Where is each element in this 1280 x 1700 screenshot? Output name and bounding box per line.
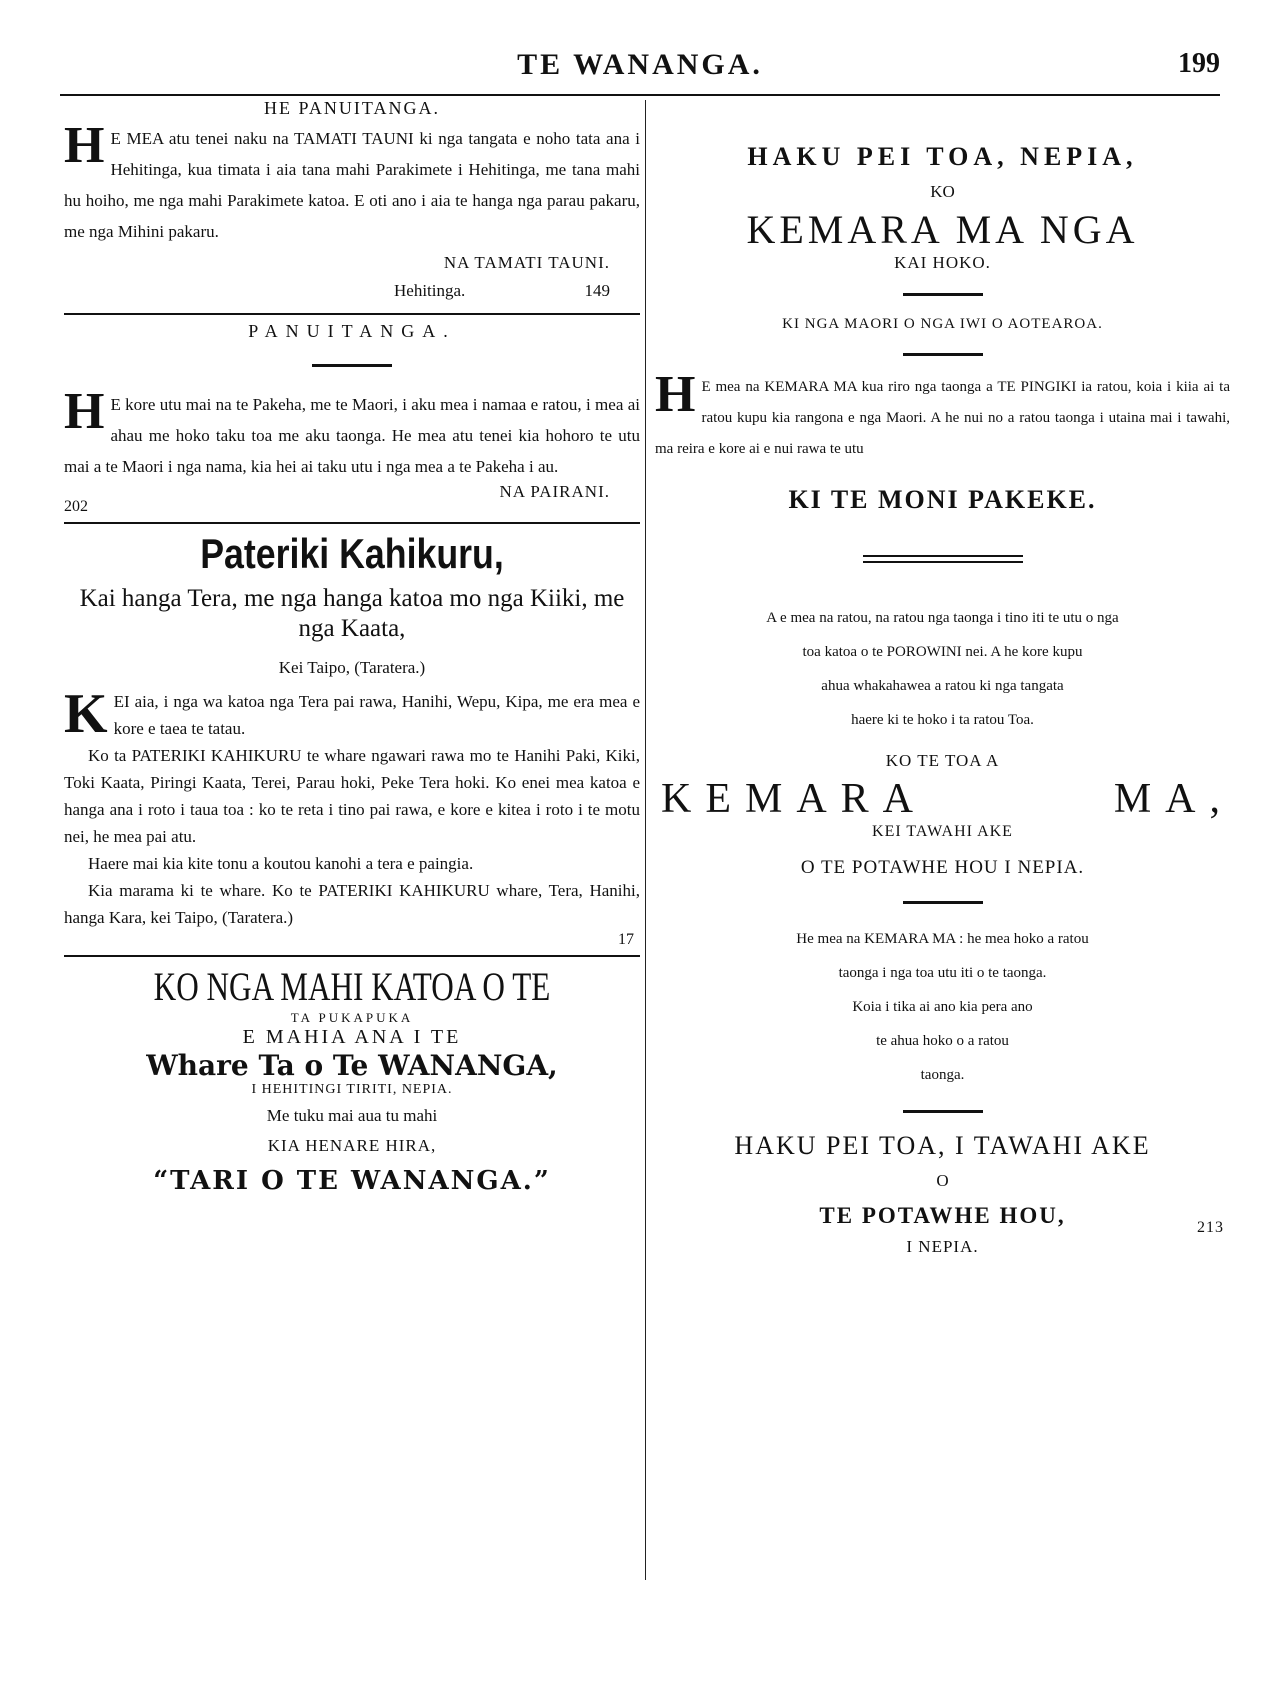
advert-subtitle: Kai hanga Tera, me nga hanga katoa mo nga Kiiki, me nga Kaata, — [79, 585, 625, 642]
right-column — [655, 96, 1234, 1257]
advert-pateriki — [64, 530, 640, 957]
advert-body: H E mea na KEMARA MA kua riro nga taonga a TE PINGIKI ia ratou, koia i kiia ai ta ratou kupu kia rangona e nga Maori. A he nui no a ratou taonga i utaina mai i tawahi, ma reira e kore ai e nui rawa te utu — [655, 366, 1230, 457]
advert-line: Me tuku mai aua tu mahi — [266, 1106, 438, 1125]
short-rule — [312, 364, 392, 367]
advert-headline: HAKU PEI TOA, NEPIA, — [747, 142, 1138, 171]
drop-cap: H — [655, 366, 696, 423]
advert-tamati-tauni — [64, 98, 640, 315]
newspaper-title: TE WANANGA. — [517, 48, 763, 81]
advert-line: I NEPIA. — [906, 1237, 979, 1256]
advert-body: H E MEA atu tenei naku na TAMATI TAUNI ki nga tangata e noho tata ana i Hehitinga, kua timata i aia tana mahi Parakimete i Hehitinga, me tana mahi hu hoiho, me nga mahi Parakimete katoa. E oti ano i aia te hanga nga parau pakaru, me nga Mihini pakaru. — [64, 117, 640, 241]
advert-headline: KEMARA MA NGA — [746, 207, 1139, 252]
advert-heading: PANUITANGA. — [248, 321, 456, 341]
section-rule — [64, 955, 640, 957]
advert-line: KO TE TOA A — [885, 751, 1000, 770]
advert-headline: HAKU PEI TOA, I TAWAHI AKE — [734, 1131, 1151, 1160]
short-rule — [903, 353, 983, 356]
section-rule — [64, 522, 640, 524]
advert-signature: NA TAMATI TAUNI. — [443, 253, 610, 272]
double-rule — [863, 555, 1023, 563]
advert-line: KAI HOKO. — [894, 253, 991, 272]
advert-headline: KEMARA MA, — [661, 776, 1234, 822]
column-divider — [645, 100, 646, 1580]
drop-cap: K — [64, 683, 108, 745]
advert-line: KI NGA MAORI O NGA IWI O AOTEAROA. — [782, 316, 1103, 332]
advert-headline: KI TE MONI PAKEKE. — [788, 485, 1097, 514]
page-number: 199 — [1178, 48, 1220, 79]
advert-signature: NA PAIRANI. — [499, 482, 610, 501]
advert-line: “TARI O TE WANANGA.” — [153, 1166, 551, 1196]
advert-line: O TE POTAWHE HOU I NEPIA. — [800, 857, 1085, 878]
advert-headline: TE POTAWHE HOU, — [819, 1203, 1066, 1228]
advert-paragraph: Kia marama ki te whare. Ko te PATERIKI KAHIKURU whare, Tera, Hanihi, hanga Kara, kei Taipo, (Taratera.) — [64, 881, 640, 927]
advert-name: Pateriki Kahikuru, — [200, 530, 504, 577]
advert-line: TA PUKAPUKA — [290, 1010, 414, 1025]
advert-pairani — [64, 321, 640, 524]
advert-code: 202 — [64, 498, 88, 515]
advert-print-shop — [64, 963, 640, 1196]
advert-line: KEI TAWAHI AKE — [872, 823, 1013, 840]
advert-line: I HEHITINGI TIRITI, NEPIA. — [251, 1082, 453, 1097]
short-rule — [903, 293, 983, 296]
advert-line: E MAHIA ANA I TE — [242, 1026, 462, 1048]
advert-headline: KO NGA MAHI KATOA O TE — [153, 964, 551, 1009]
short-rule — [903, 1110, 983, 1113]
advert-text: A e mea na ratou, na ratou nga taonga i tino iti te utu o nga toa katoa o te POROWINI nei. A he kore kupu ahua whakahawea a ratou ki nga tangata haere ki te hoko i ta ratou Toa. — [766, 610, 1119, 728]
advert-code: 17 — [618, 931, 634, 948]
drop-cap: H — [64, 383, 105, 440]
advert-line: KO — [930, 182, 955, 201]
advert-place: Kei Taipo, (Taratera.) — [278, 658, 426, 677]
advert-heading: HE PANUITANGA. — [264, 98, 440, 118]
advert-paragraph: Ko ta PATERIKI KAHIKURU te whare ngawari rawa mo te Hanihi Paki, Kiki, Toki Kaata, Piringi Kaata, Terei, Parau hoki, Peke Tera hoki. Ko enei mea katoa e hanga ana i roto i taua toa : ko te reta i tino pai rawa, e kore e kitea i roto i te motu nei, he mea pai atu. — [64, 746, 640, 846]
advert-body: KEI aia, i nga wa katoa nga Tera pai rawa, Hanihi, Wepu, Kipa, me era mea e kore e taea te tatau. — [64, 683, 640, 745]
left-column — [64, 96, 640, 1196]
advert-line: Whare Ta o Te WANANGA, — [146, 1049, 558, 1082]
section-rule — [64, 313, 640, 315]
advert-line: O — [936, 1171, 949, 1190]
advert-code: 213 — [1197, 1219, 1224, 1236]
running-header — [60, 48, 1220, 88]
advert-paragraph: Haere mai kia kite tonu a koutou kanohi a tera e paingia. — [88, 854, 474, 873]
advert-place: Hehitinga. — [394, 281, 466, 300]
advert-text: He mea na KEMARA MA : he mea hoko a ratou taonga i nga toa utu iti o te taonga. Koia i tika ai ano kia pera ano te ahua hoko o a ratou taonga. — [796, 931, 1089, 1083]
advert-code: 149 — [584, 281, 610, 300]
advert-line: KIA HENARE HIRA, — [267, 1136, 437, 1155]
short-rule — [903, 901, 983, 904]
advert-body: H E kore utu mai na te Pakeha, me te Maori, i aku mea i namaa e ratou, i mea ai ahau me hoko taku toa me aku taonga. He mea atu tenei kia hohoro te utu mai a te Maori i nga nama, kia hei ai taku utu i nga mea a te Pakeha i au. — [64, 383, 640, 476]
drop-cap: H — [64, 117, 105, 174]
